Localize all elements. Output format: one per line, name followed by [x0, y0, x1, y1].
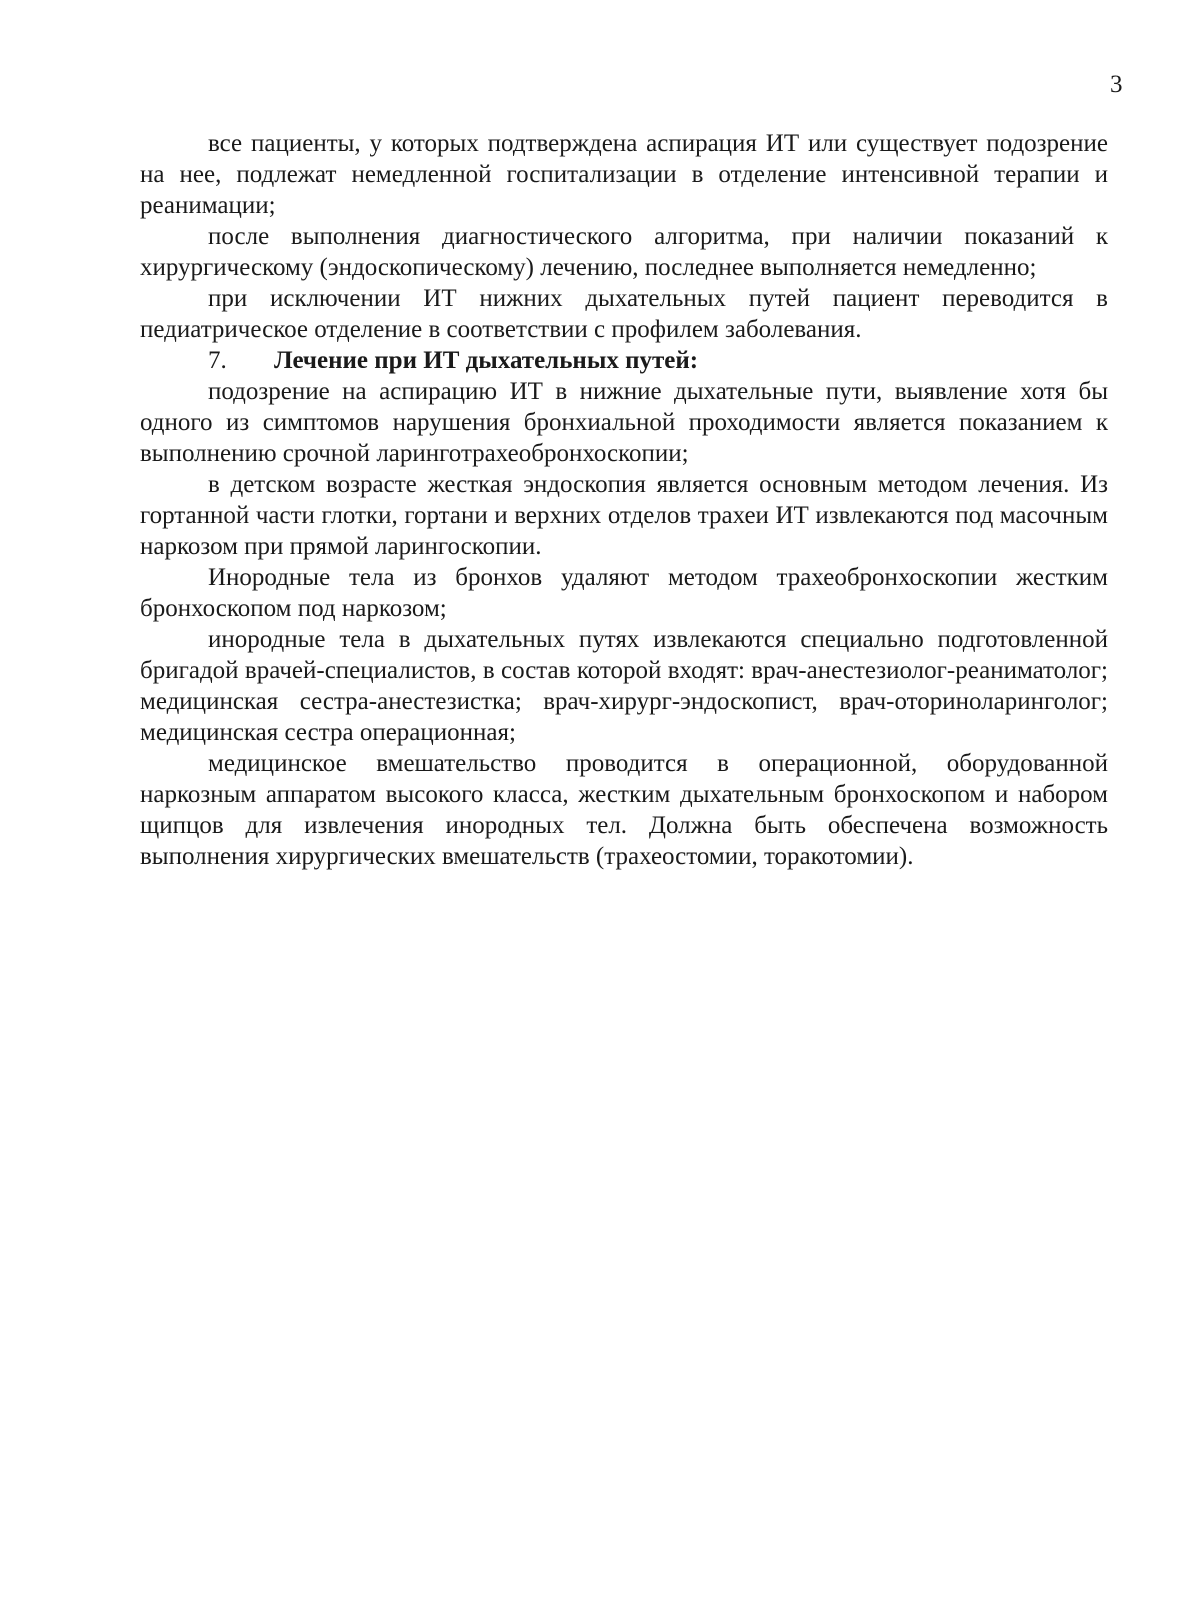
- document-body: [140, 128, 1108, 872]
- paragraph: при исключении ИТ нижних дыхательных путей пациент переводится в педиатрическое отделение в соответствии с профилем заболевания.: [140, 285, 1108, 343]
- paragraph: медицинское вмешательство проводится в операционной, оборудованной наркозным аппаратом высокого класса, жестким дыхательным бронхоскопом и набором щипцов для извлечения инородных тел. Должна быть обеспечена возможность выполнения хирургических вмешательств (трахеостомии, торакотомии).: [140, 750, 1108, 870]
- paragraph: Инородные тела из бронхов удаляют методом трахеобронхоскопии жестким бронхоскопом под наркозом;: [140, 564, 1108, 622]
- paragraph: в детском возрасте жесткая эндоскопия является основным методом лечения. Из гортанной части глотки, гортани и верхних отделов трахеи ИТ извлекаются под масочным наркозом при прямой ларингоскопии.: [140, 471, 1108, 560]
- paragraph: подозрение на аспирацию ИТ в нижние дыхательные пути, выявление хотя бы одного из симптомов нарушения бронхиальной проходимости является показанием к выполнению срочной ларинготрахеобронхоскопии;: [140, 378, 1108, 467]
- paragraph: после выполнения диагностического алгоритма, при наличии показаний к хирургическому (эндоскопическому) лечению, последнее выполняется немедленно;: [140, 223, 1108, 281]
- section-heading: [140, 345, 1108, 376]
- paragraph: все пациенты, у которых подтверждена аспирация ИТ или существует подозрение на нее, подлежат немедленной госпитализации в отделение интенсивной терапии и реанимации;: [140, 130, 1108, 219]
- section-title: Лечение при ИТ дыхательных путей:: [274, 347, 699, 374]
- section-number: 7.: [208, 347, 227, 374]
- paragraph: инородные тела в дыхательных путях извлекаются специально подготовленной бригадой врачей-специалистов, в состав которой входят: врач-анестезиолог-реаниматолог; медицинская сестра-анестезистка; врач-хирург-эндоскопист, врач-оториноларинголог; медицинская сестра операционная;: [140, 626, 1108, 746]
- page-number: 3: [1110, 71, 1123, 98]
